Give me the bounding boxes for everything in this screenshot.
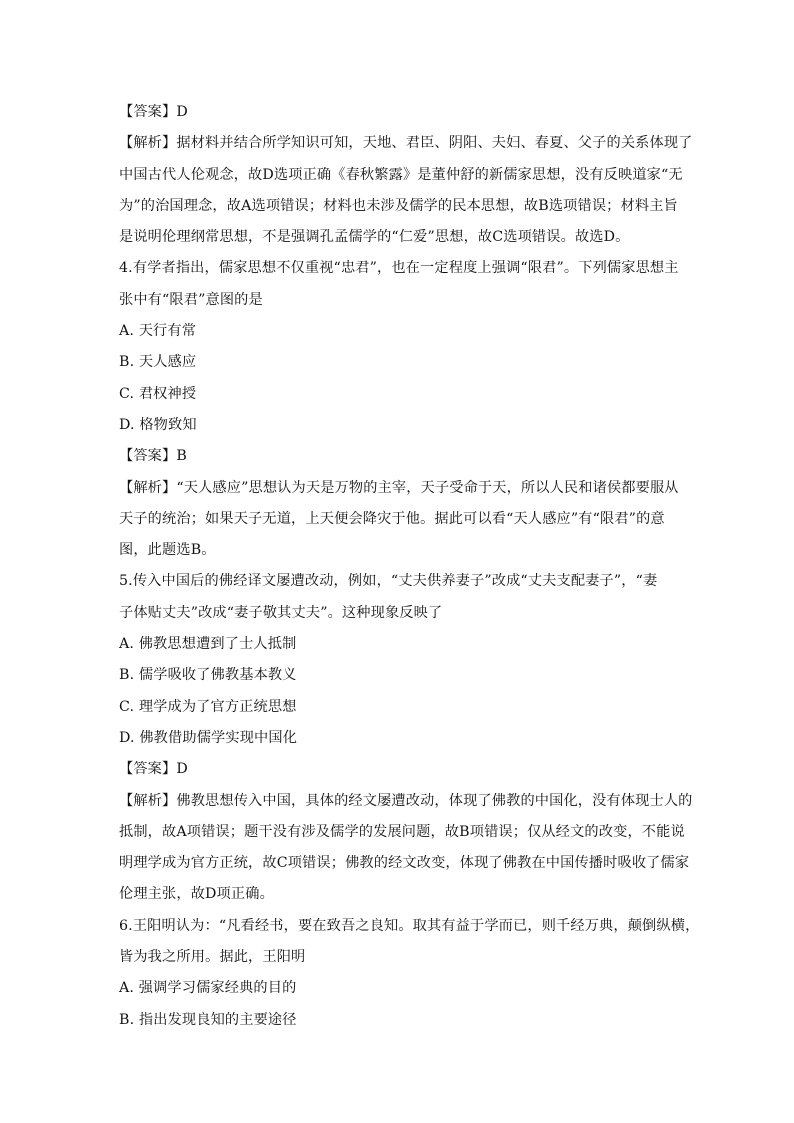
analysis-text: 天子的统治；如果天子无道，上天便会降灾于他。据此可以看“天人感应”有“限君”的意 bbox=[119, 510, 665, 527]
question-stem: 皆为我之所用。据此，王阳明 bbox=[119, 949, 306, 966]
analysis-text: 【解析】佛教思想传入中国，具体的经文屡遭改动，体现了佛教的中国化，没有体现士人的 bbox=[119, 792, 693, 809]
question-stem: 4.有学者指出，儒家思想不仅重视“忠君”，也在一定程度上强调“限君”。下列儒家思想主 bbox=[119, 260, 679, 277]
option-b: B. 天人感应 bbox=[119, 354, 197, 371]
document-body bbox=[119, 97, 700, 1036]
analysis-text: 为”的治国理念，故A选项错误；材料也未涉及儒学的民本思想，故B选项错误；材料主旨 bbox=[119, 197, 678, 214]
option-d: D. 格物致知 bbox=[119, 416, 197, 433]
question-stem: 张中有“限君”意图的是 bbox=[119, 291, 263, 308]
option-a: A. 强调学习儒家经典的目的 bbox=[119, 980, 297, 997]
option-b: B. 指出发现良知的主要途径 bbox=[119, 1011, 297, 1028]
analysis-text: 【解析】据材料并结合所学知识可知，天地、君臣、阴阳、夫妇、春夏、父子的关系体现了 bbox=[119, 135, 693, 152]
analysis-text: 图，此题选B。 bbox=[119, 542, 216, 559]
analysis-text: 明理学成为官方正统，故C项错误；佛教的经文改变，体现了佛教在中国传播时吸收了儒家 bbox=[119, 855, 690, 872]
question-stem: 6.王阳明认为：“凡看经书，要在致吾之良知。取其有益于学而已，则千经万典，颠倒纵横， bbox=[119, 917, 700, 934]
answer-label: 【答案】D bbox=[119, 104, 188, 120]
option-a: A. 天行有常 bbox=[119, 323, 197, 340]
option-d: D. 佛教借助儒学实现中国化 bbox=[119, 729, 298, 746]
analysis-text: 抵制，故A项错误；题干没有涉及儒学的发展问题，故B项错误；仅从经文的改变，不能说 bbox=[119, 823, 685, 840]
option-b: B. 儒学吸收了佛教基本教义 bbox=[119, 667, 297, 684]
question-stem: 5.传入中国后的佛经译文屡遭改动，例如，“丈夫供养妻子”改成“丈夫支配妻子”，“妻 bbox=[119, 573, 658, 590]
answer-label: 【答案】D bbox=[119, 761, 188, 778]
option-c: C. 理学成为了官方正统思想 bbox=[119, 698, 297, 715]
analysis-text: 是说明伦理纲常思想，不是强调孔孟儒学的“仁爱”思想，故C选项错误。故选D。 bbox=[119, 229, 630, 246]
analysis-text: 伦理主张，故D项正确。 bbox=[119, 886, 274, 903]
option-c: C. 君权神授 bbox=[119, 385, 197, 402]
answer-label: 【答案】B bbox=[119, 448, 187, 465]
analysis-text: 中国古代人伦观念，故D选项正确《春秋繁露》是董仲舒的新儒家思想，没有反映道家“无 bbox=[119, 166, 683, 183]
option-a: A. 佛教思想遭到了士人抵制 bbox=[119, 636, 297, 653]
question-stem: 子体贴丈夫”改成“妻子敬其丈夫”。这种现象反映了 bbox=[119, 604, 443, 621]
analysis-text: 【解析】“天人感应”思想认为天是万物的主宰，天子受命于天，所以人民和诸侯都要服从 bbox=[119, 479, 679, 496]
